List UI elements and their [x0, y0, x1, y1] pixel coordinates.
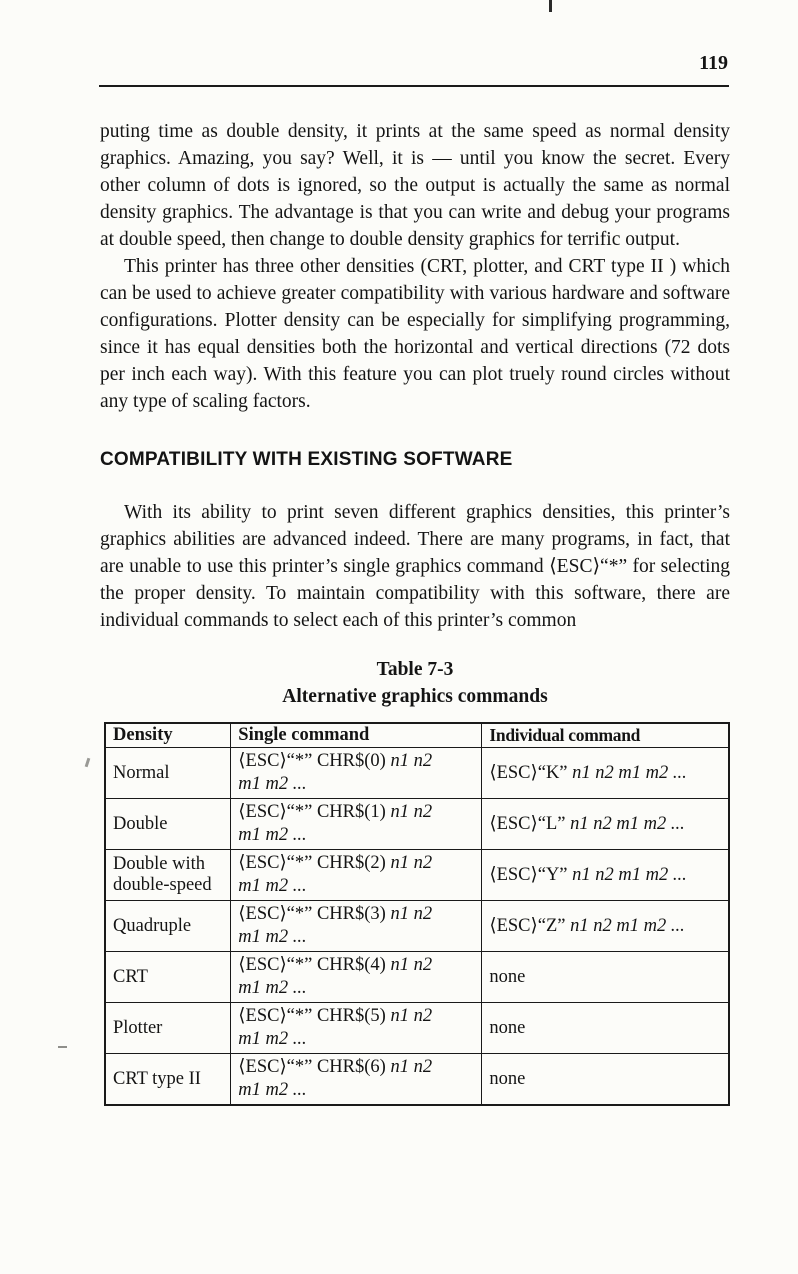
density-cell: CRT type II	[105, 1054, 231, 1106]
density-cell: Plotter	[105, 1003, 231, 1054]
scan-artifact-top-tick	[549, 0, 552, 12]
command-text: ⟨ESC⟩“Y”	[489, 865, 568, 885]
density-cell: CRT	[105, 952, 231, 1003]
command-args: m1 m2 ...	[238, 978, 307, 998]
command-text: ⟨ESC⟩“L”	[489, 814, 566, 834]
command-args: n1 n2	[390, 802, 433, 822]
command-text: ⟨ESC⟩“*” CHR$(2)	[238, 853, 386, 873]
command-args: n1 n2	[390, 1057, 433, 1077]
command-args: n1 n2	[390, 904, 433, 924]
command-args: n1 n2 m1 m2 ...	[570, 916, 685, 936]
table-row	[105, 799, 729, 850]
command-args: m1 m2 ...	[238, 1029, 307, 1049]
command-args: n1 n2 m1 m2 ...	[570, 814, 685, 834]
individual-command-cell	[482, 952, 729, 1003]
single-command-cell	[231, 1003, 482, 1054]
command-text: none	[489, 1017, 526, 1038]
table-row	[105, 952, 729, 1003]
command-args: n1 n2	[390, 853, 433, 873]
single-command-cell	[231, 748, 482, 799]
command-text: ⟨ESC⟩“*” CHR$(4)	[238, 955, 386, 975]
individual-command-cell	[482, 1054, 729, 1106]
table-row	[105, 1054, 729, 1106]
individual-command-cell	[482, 748, 729, 799]
graphics-commands-table	[104, 722, 730, 1106]
single-command-cell	[231, 901, 482, 952]
command-args: n1 n2 m1 m2 ...	[572, 865, 687, 885]
command-text: none	[489, 966, 526, 987]
section-heading: COMPATIBILITY WITH EXISTING SOFTWARE	[100, 449, 513, 470]
command-args: n1 n2	[390, 751, 433, 771]
command-args: m1 m2 ...	[238, 774, 307, 794]
page-body	[100, 118, 730, 1106]
command-text: ⟨ESC⟩“*” CHR$(1)	[238, 802, 386, 822]
table-row	[105, 901, 729, 952]
table-title-line2: Alternative graphics commands	[282, 686, 548, 707]
single-command-cell	[231, 952, 482, 1003]
table-header-row	[105, 723, 729, 748]
header-rule	[99, 85, 729, 87]
single-command-cell	[231, 1054, 482, 1106]
command-args: m1 m2 ...	[238, 876, 307, 896]
density-cell: Double with double-speed	[105, 850, 231, 901]
scan-artifact-left-mark	[85, 758, 91, 767]
header-individual-command: Individual command	[482, 723, 729, 748]
command-args: n1 n2	[390, 955, 433, 975]
command-args: m1 m2 ...	[238, 927, 307, 947]
individual-command-cell	[482, 901, 729, 952]
header-single-command: Single command	[231, 723, 482, 748]
command-args: m1 m2 ...	[238, 1080, 307, 1100]
paragraph-3: With its ability to print seven different graphics densities, this printer’s graphics abilities are advanced indeed. There are many programs, in fact, that are unable to use this printer’s single graphics command ⟨ESC⟩“*” for selecting the proper density. To maintain compatibility with this software, there are individual commands to select each of this printer’s common	[100, 502, 730, 631]
paragraph-2: This printer has three other densities (CRT, plotter, and CRT type II ) which can be used to achieve greater compatibility with various hardware and software configurations. Plotter density can be especially for simplifying programming, since it has equal densities both the horizontal and vertical directions (72 dots per inch each way). With this feature you can plot truely round circles without any type of scaling factors.	[100, 256, 730, 412]
individual-command-cell	[482, 799, 729, 850]
density-cell: Quadruple	[105, 901, 231, 952]
command-text: ⟨ESC⟩“*” CHR$(0)	[238, 751, 386, 771]
command-text: ⟨ESC⟩“*” CHR$(5)	[238, 1006, 386, 1026]
page-number: 119	[699, 52, 728, 74]
single-command-cell	[231, 850, 482, 901]
table-row	[105, 748, 729, 799]
single-command-cell	[231, 799, 482, 850]
individual-command-cell	[482, 850, 729, 901]
table-title	[100, 656, 730, 710]
command-args: m1 m2 ...	[238, 825, 307, 845]
density-cell: Normal	[105, 748, 231, 799]
table-row	[105, 1003, 729, 1054]
scan-artifact-left-dash	[58, 1046, 67, 1048]
header-density: Density	[105, 723, 231, 748]
command-text: ⟨ESC⟩“Z”	[489, 916, 566, 936]
command-text: none	[489, 1068, 526, 1089]
individual-command-cell	[482, 1003, 729, 1054]
command-text: ⟨ESC⟩“K”	[489, 763, 568, 783]
paragraph-1: puting time as double density, it prints at the same speed as normal density graphics. Amazing, you say? Well, it is — until you know the secret. Every other column of dots is ignored, so the output is actually the same as normal density graphics. The advantage is that you can write and debug your programs at double speed, then change to double density graphics for terrific output.	[100, 121, 730, 250]
table-title-line1: Table 7-3	[376, 659, 454, 680]
table-row	[105, 850, 729, 901]
command-text: ⟨ESC⟩“*” CHR$(6)	[238, 1057, 386, 1077]
command-text: ⟨ESC⟩“*” CHR$(3)	[238, 904, 386, 924]
density-cell: Double	[105, 799, 231, 850]
command-args: n1 n2 m1 m2 ...	[572, 763, 687, 783]
command-args: n1 n2	[390, 1006, 433, 1026]
